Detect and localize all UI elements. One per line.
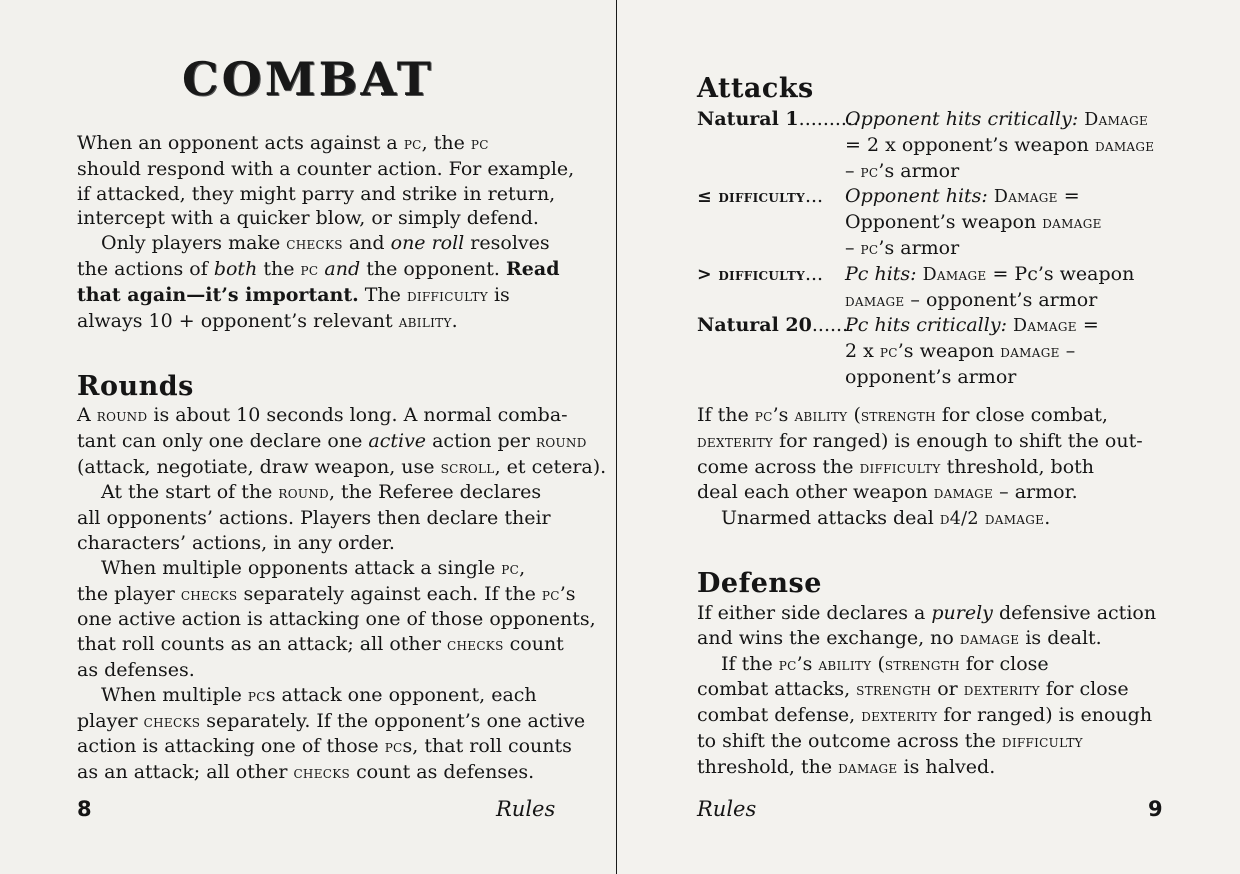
text-line: When multiple pcs attack one opponent, each	[101, 683, 537, 706]
chapter-title: COMBAT	[182, 52, 434, 106]
small-caps-term: Damage	[1013, 316, 1077, 337]
small-caps-term: damage	[959, 628, 1020, 649]
attack-row	[697, 107, 1167, 133]
small-caps-term: checks	[180, 584, 238, 605]
intro-block	[77, 131, 575, 334]
small-caps-term: dexterity	[861, 706, 938, 727]
text-line: and wins the exchange, no damage is dealt.	[697, 626, 1102, 649]
small-caps-term: strength	[884, 654, 960, 675]
text-line: always 10 + opponent’s relevant ability.	[77, 309, 458, 332]
text-line: threshold, the damage is halved.	[697, 755, 996, 778]
small-caps-term: pc	[247, 685, 266, 706]
attack-row	[697, 236, 1167, 262]
attack-key	[697, 262, 845, 288]
text-line: When multiple opponents attack a single pc,	[101, 556, 526, 579]
text-line: if attacked, they might parry and strike in return,	[77, 182, 556, 205]
attack-result: 2 x pc’s weapon damage –	[845, 340, 1076, 363]
italic-text: purely	[931, 602, 993, 624]
small-caps-term: pc	[384, 737, 403, 758]
defense-block	[697, 601, 1167, 781]
text-line: action is attacking one of those pcs, that roll counts	[77, 735, 572, 758]
small-caps-term: damage	[1094, 135, 1155, 156]
text-line: should respond with a counter action. For example,	[77, 157, 575, 180]
attack-key	[697, 288, 845, 314]
rounds-heading: Rounds	[77, 371, 194, 402]
italic-text: active	[368, 429, 427, 452]
text-line: If the pc’s ability (strength for close combat,	[697, 404, 1108, 426]
small-caps-term: checks	[286, 234, 343, 255]
italic-text: both	[213, 257, 258, 280]
attack-key	[697, 184, 845, 210]
text-line: to shift the outcome across the difficulty	[697, 729, 1083, 752]
text-line: combat attacks, strength or dexterity for close	[697, 678, 1129, 701]
small-caps-term: pc	[470, 134, 489, 154]
attack-key	[697, 365, 845, 390]
small-caps-term: pc	[860, 238, 879, 259]
bold-text: that again—it’s important.	[77, 283, 359, 306]
attack-key	[697, 159, 845, 185]
text-line: player checks separately. If the opponent’s one active	[77, 709, 586, 732]
attack-result: opponent’s armor	[845, 365, 1017, 388]
attack-row	[697, 339, 1167, 365]
small-caps-term: pc	[879, 342, 898, 363]
text-line: come across the difficulty threshold, both	[697, 455, 1095, 478]
small-caps-term: difficulty	[406, 285, 488, 306]
leader-dots: ...	[804, 262, 824, 285]
italic-text: Opponent hits:	[845, 185, 988, 208]
text-line: that roll counts as an attack; all other checks count	[77, 633, 564, 656]
italic-text: one roll	[390, 232, 465, 255]
small-caps-term: pc	[501, 558, 520, 579]
text-line: one active action is attacking one of those opponents,	[77, 608, 596, 631]
text-line: the player checks separately against each. If the pc’s	[77, 582, 576, 605]
text-line: combat defense, dexterity for ranged) is enough	[697, 704, 1153, 727]
text-line: all opponents’ actions. Players then declare their	[77, 507, 551, 530]
text-line: If either side declares a purely defensive action	[697, 602, 1157, 624]
small-caps-term: checks	[293, 763, 351, 784]
right-page	[617, 0, 1240, 874]
small-caps-term: pc	[778, 654, 797, 675]
text-line: (attack, negotiate, draw weapon, use scroll, et cetera).	[77, 455, 607, 478]
attack-key-label: > difficulty	[697, 264, 805, 285]
text-line: characters’ actions, in any order.	[77, 531, 395, 554]
rounds-section	[77, 372, 547, 402]
attack-key-label: Natural 20	[697, 314, 812, 337]
small-caps-term: checks	[447, 635, 504, 656]
attack-result: – pc’s armor	[845, 159, 960, 182]
defense-heading: Defense	[697, 568, 822, 599]
small-caps-term: damage	[1000, 342, 1060, 363]
page-number-left: 8	[77, 797, 92, 821]
attack-key	[697, 313, 855, 339]
attack-row	[697, 133, 1167, 159]
small-caps-term: strength	[856, 680, 932, 701]
text-line: Unarmed attacks deal d4/2 damage.	[721, 507, 1051, 530]
small-caps-term: ability	[818, 654, 872, 675]
small-caps-term: dexterity	[963, 680, 1040, 701]
attack-result: damage – opponent’s armor	[845, 288, 1098, 311]
small-caps-term: pc	[754, 406, 773, 426]
attack-row	[697, 262, 1167, 288]
attack-result: Opponent’s weapon damage	[845, 211, 1102, 234]
attack-key-label: Natural 1	[697, 108, 799, 130]
text-line: the actions of both the pc and the opponent. Read	[77, 257, 560, 280]
small-caps-term: Damage	[1084, 110, 1149, 130]
small-caps-term: pc	[860, 161, 879, 182]
attack-row	[697, 365, 1167, 390]
left-page	[0, 0, 616, 874]
text-line: When an opponent acts against a pc, the pc	[77, 132, 489, 154]
running-head-left: Rules	[496, 797, 556, 821]
attack-key	[697, 339, 845, 365]
attacks-heading: Attacks	[697, 73, 814, 104]
attack-row	[697, 288, 1167, 314]
attack-result: = 2 x opponent’s weapon damage	[845, 133, 1155, 156]
small-caps-term: damage	[1042, 213, 1102, 234]
attack-result	[845, 107, 1148, 133]
small-caps-term: Damage	[993, 187, 1058, 208]
italic-text: and	[324, 257, 361, 280]
text-line: that again—it’s important. The difficulty is	[77, 283, 510, 306]
small-caps-term: ability	[794, 406, 848, 426]
text-line: as defenses.	[77, 658, 195, 681]
italic-text: Opponent hits critically:	[845, 108, 1079, 130]
text-line: as an attack; all other checks count as defenses.	[77, 761, 535, 784]
text-line: If the pc’s ability (strength for close	[721, 652, 1049, 675]
small-caps-term: damage	[984, 509, 1045, 530]
attacks-table	[697, 107, 1167, 390]
text-line: tant can only one declare one active action per round	[77, 429, 587, 452]
small-caps-term: damage	[838, 757, 898, 778]
small-caps-term: pc	[541, 584, 560, 605]
small-caps-term: dexterity	[697, 431, 774, 452]
page-number-right: 9	[1148, 797, 1163, 821]
text-line: A round is about 10 seconds long. A normal comba-	[77, 404, 568, 426]
small-caps-term: difficulty	[1001, 731, 1083, 752]
attack-key	[697, 210, 845, 236]
shift-block	[697, 403, 1167, 532]
text-line: At the start of the round, the Referee declares	[101, 481, 542, 504]
attacks-section	[697, 74, 1167, 104]
small-caps-term: round	[278, 483, 329, 504]
leader-dots: ..........	[798, 108, 860, 130]
attack-key	[697, 236, 845, 262]
small-caps-term: Damage	[922, 264, 987, 285]
small-caps-term: d4/2	[939, 509, 979, 530]
text-line: intercept with a quicker blow, or simply defend.	[77, 207, 539, 230]
bold-text: Read	[506, 257, 560, 280]
small-caps-term: pc	[300, 259, 319, 280]
small-caps-term: ability	[398, 311, 452, 332]
running-head-right: Rules	[697, 797, 757, 821]
defense-section	[697, 569, 1167, 599]
attack-row	[697, 159, 1167, 185]
small-caps-term: scroll	[440, 457, 495, 478]
small-caps-term: checks	[143, 711, 201, 732]
text-line: deal each other weapon damage – armor.	[697, 481, 1078, 504]
small-caps-term: round	[536, 431, 587, 452]
text-line: dexterity for ranged) is enough to shift the out-	[697, 429, 1143, 452]
small-caps-term: difficulty	[859, 457, 941, 478]
italic-text: Pc hits critically:	[845, 314, 1007, 337]
attack-result: Pc hits critically: Damage =	[845, 314, 1099, 337]
text-line: Only players make checks and one roll resolves	[101, 232, 550, 255]
small-caps-term: strength	[860, 406, 936, 426]
attack-result: – pc’s armor	[845, 236, 960, 259]
attack-row	[697, 313, 1167, 339]
attack-key-label: ≤ difficulty	[697, 187, 805, 208]
small-caps-term: damage	[933, 483, 994, 504]
leader-dots: .......	[811, 314, 855, 337]
attack-row	[697, 184, 1167, 210]
attack-result: Pc hits: Damage = Pc’s weapon	[845, 262, 1135, 285]
attack-key	[697, 133, 845, 159]
rounds-block	[77, 403, 607, 786]
attack-key	[697, 107, 860, 133]
leader-dots: ...	[804, 185, 824, 208]
small-caps-term: pc	[403, 134, 422, 154]
small-caps-term: damage	[845, 290, 905, 311]
italic-text: Pc hits:	[845, 262, 917, 285]
attack-result: Opponent hits: Damage =	[845, 185, 1080, 208]
small-caps-term: round	[96, 406, 148, 426]
attack-row	[697, 210, 1167, 236]
